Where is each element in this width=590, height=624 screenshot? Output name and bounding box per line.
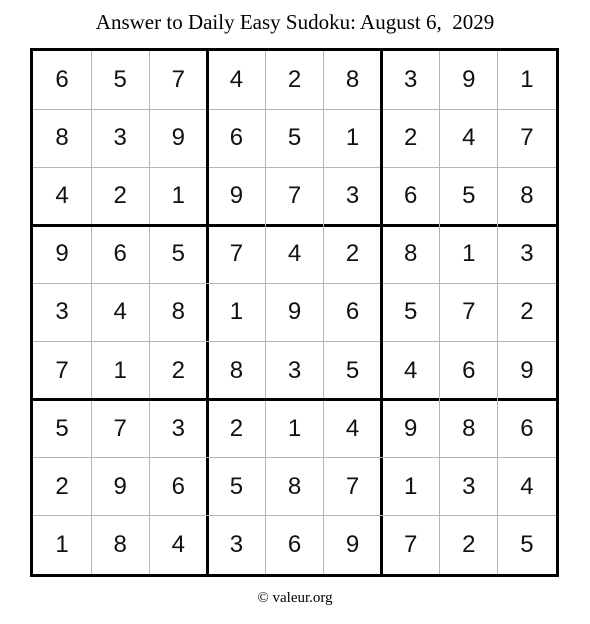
sudoku-cell: 6 (171, 472, 185, 500)
sudoku-cell: 4 (520, 472, 534, 500)
sudoku-cell: 7 (287, 182, 302, 210)
sudoku-cell: 1 (113, 356, 127, 384)
sudoku-cell: 8 (520, 182, 534, 210)
sudoku-cell: 4 (287, 240, 302, 268)
sudoku-cell: 9 (345, 530, 360, 558)
sudoku-cell: 4 (171, 530, 185, 558)
sudoku-cell: 3 (113, 124, 127, 152)
sudoku-cell: 2 (55, 472, 69, 500)
sudoku-cell: 6 (229, 124, 244, 152)
sudoku-cell: 2 (520, 298, 534, 326)
sudoku-cell: 4 (404, 356, 418, 384)
sudoku-cell: 9 (520, 356, 534, 384)
sudoku-cell: 2 (404, 124, 418, 152)
sudoku-cell: 2 (287, 66, 302, 94)
sudoku-cell: 8 (462, 414, 476, 442)
sudoku-cell: 4 (113, 298, 127, 326)
sudoku-cell: 1 (520, 66, 534, 94)
sudoku-cell: 8 (287, 472, 302, 500)
sudoku-cell: 5 (113, 66, 127, 94)
sudoku-cell: 1 (462, 240, 476, 268)
sudoku-cell: 2 (345, 240, 360, 268)
sudoku-cell: 7 (171, 66, 185, 94)
sudoku-cell: 3 (345, 182, 360, 210)
sudoku-cell: 9 (287, 298, 302, 326)
sudoku-cell: 3 (55, 298, 69, 326)
sudoku-cell: 7 (345, 472, 360, 500)
sudoku-cell: 2 (171, 356, 185, 384)
sudoku-cell: 1 (171, 182, 185, 210)
sudoku-cell: 6 (404, 182, 418, 210)
sudoku-cell: 1 (287, 414, 302, 442)
sudoku-cell: 8 (404, 240, 418, 268)
sudoku-cell: 4 (55, 182, 69, 210)
sudoku-cell: 3 (462, 472, 476, 500)
sudoku-cell: 2 (462, 530, 476, 558)
sudoku-cell: 6 (345, 298, 360, 326)
sudoku-cell: 9 (113, 472, 127, 500)
sudoku-cell: 7 (55, 356, 69, 384)
sudoku-cell: 7 (520, 124, 534, 152)
sudoku-cell: 8 (113, 530, 127, 558)
sudoku-cell: 1 (229, 298, 244, 326)
sudoku-cell: 8 (171, 298, 185, 326)
sudoku-cell: 2 (229, 414, 244, 442)
sudoku-cell: 6 (462, 356, 476, 384)
sudoku-cell: 5 (520, 530, 534, 558)
sudoku-cell: 6 (287, 530, 302, 558)
sudoku-cell: 4 (462, 124, 476, 152)
sudoku-cell: 7 (462, 298, 476, 326)
sudoku-cell: 5 (229, 472, 244, 500)
sudoku-cell: 9 (55, 240, 69, 268)
sudoku-cell: 3 (520, 240, 534, 268)
sudoku-cell: 8 (229, 356, 244, 384)
sudoku-cell: 6 (113, 240, 127, 268)
sudoku-cell: 3 (171, 414, 185, 442)
sudoku-cell: 9 (229, 182, 244, 210)
sudoku-cell: 5 (345, 356, 360, 384)
sudoku-cell: 8 (345, 66, 360, 94)
sudoku-cell: 4 (229, 66, 244, 94)
sudoku-cell: 7 (113, 414, 127, 442)
sudoku-cell: 5 (171, 240, 185, 268)
sudoku-cell: 7 (404, 530, 418, 558)
sudoku-cell: 5 (287, 124, 302, 152)
copyright-footer: © valeur.org (257, 590, 333, 606)
sudoku-cell: 7 (229, 240, 244, 268)
sudoku-cell: 9 (462, 66, 476, 94)
puzzle-title: Answer to Daily Easy Sudoku: August 6, 2029 (95, 10, 495, 34)
sudoku-cell: 4 (345, 414, 360, 442)
sudoku-cell: 5 (404, 298, 418, 326)
sudoku-grid (30, 48, 559, 577)
sudoku-cell: 1 (404, 472, 418, 500)
sudoku-cell: 5 (55, 414, 69, 442)
sudoku-cell: 1 (55, 530, 69, 558)
sudoku-cell: 3 (404, 66, 418, 94)
sudoku-cell: 6 (520, 414, 534, 442)
sudoku-cell: 8 (55, 124, 69, 152)
sudoku-cell: 3 (287, 356, 302, 384)
sudoku-cell: 3 (229, 530, 244, 558)
sudoku-cell: 5 (462, 182, 476, 210)
sudoku-cell: 2 (113, 182, 127, 210)
sudoku-cell: 9 (404, 414, 418, 442)
sudoku-cell: 9 (171, 124, 185, 152)
sudoku-cell: 1 (345, 124, 360, 152)
sudoku-cell: 6 (55, 66, 69, 94)
